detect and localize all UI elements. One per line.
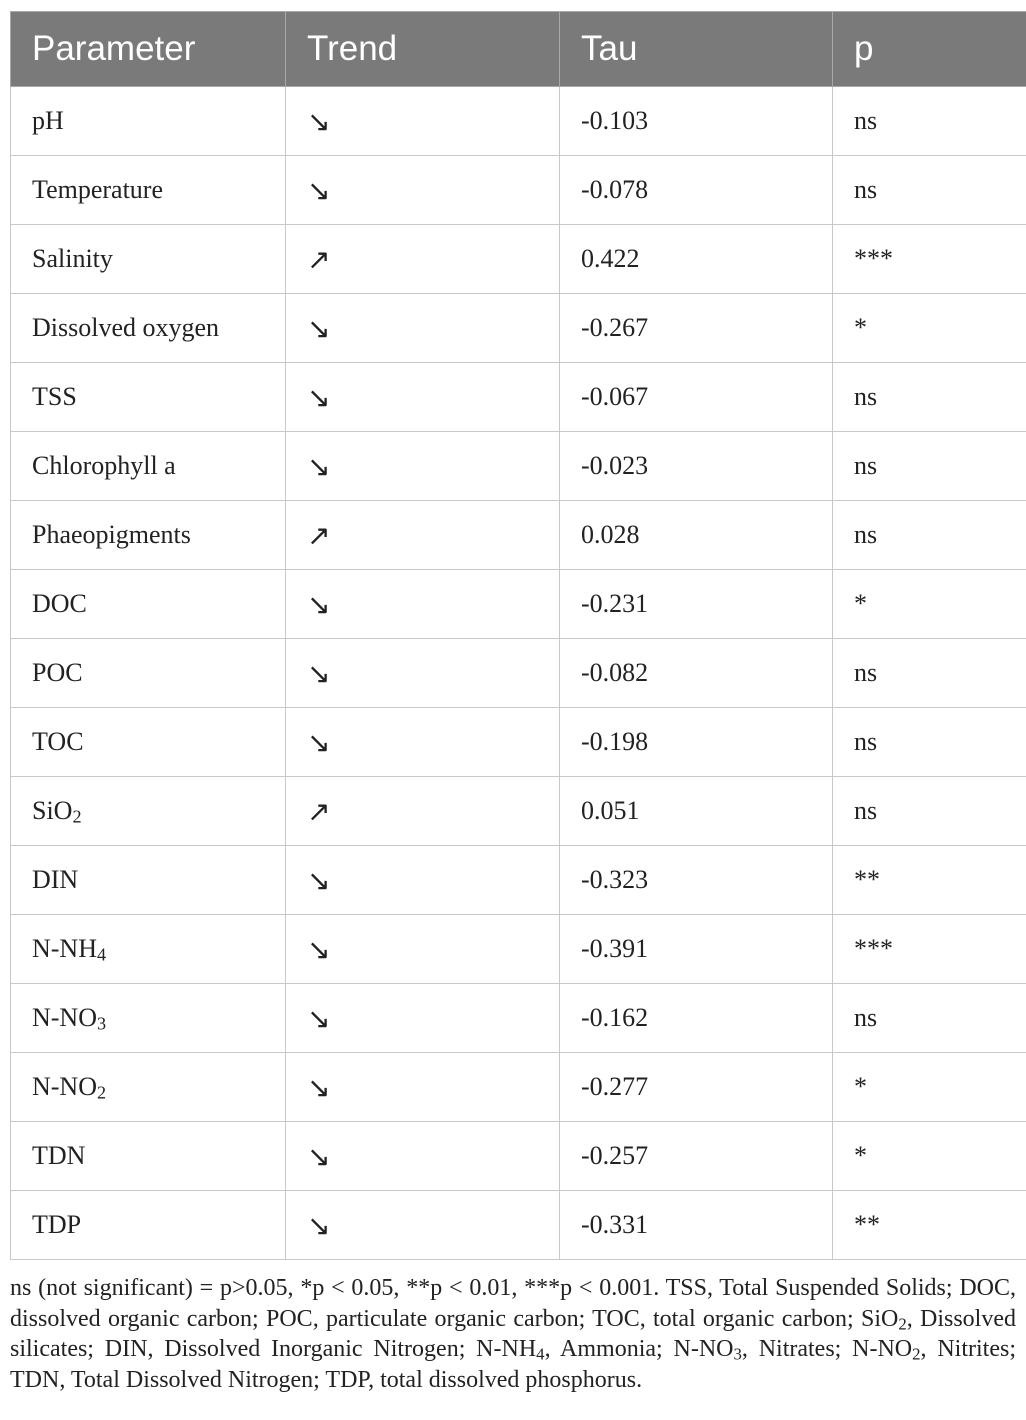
parameter-name: Dissolved oxygen: [32, 313, 220, 342]
cell-parameter: [11, 639, 286, 708]
trend-down-arrow-icon: ↘: [286, 1122, 560, 1191]
cell-parameter: [11, 1053, 286, 1122]
cell-p: **: [833, 846, 1026, 915]
parameter-name: N-NO: [32, 1003, 97, 1032]
parameter-name: Temperature: [32, 175, 163, 204]
cell-tau: 0.422: [560, 225, 833, 294]
cell-p: **: [833, 1191, 1026, 1260]
footnote-subscript: 2: [912, 1344, 921, 1364]
table-row: [11, 984, 1026, 1053]
table-row: [11, 363, 1026, 432]
parameter-name: Salinity: [32, 244, 113, 273]
table-row: [11, 156, 1026, 225]
cell-p: ns: [833, 501, 1026, 570]
cell-tau: -0.078: [560, 156, 833, 225]
cell-p: ns: [833, 984, 1026, 1053]
parameter-name: Phaeopigments: [32, 520, 191, 549]
table-row: [11, 846, 1026, 915]
parameter-name: SiO: [32, 796, 73, 825]
cell-tau: -0.103: [560, 87, 833, 156]
cell-tau: 0.028: [560, 501, 833, 570]
footnote-subscript: 4: [536, 1344, 545, 1364]
trend-down-arrow-icon: ↘: [286, 363, 560, 432]
cell-p: ns: [833, 363, 1026, 432]
trend-down-arrow-icon: ↘: [286, 156, 560, 225]
footnote-subscript: 3: [733, 1344, 742, 1364]
footnote-text: , Nitrites; TDN, Total Dissolved Nitrogen; TDP, total dissolved phosphorus.: [10, 1336, 1016, 1393]
cell-parameter: [11, 570, 286, 639]
parameter-name: N-NO: [32, 1072, 97, 1101]
parameter-name: pH: [32, 106, 64, 135]
cell-parameter: [11, 225, 286, 294]
footnote-text: , Ammonia; N-NO: [544, 1336, 734, 1362]
table-row: [11, 432, 1026, 501]
parameter-name: TSS: [32, 382, 77, 411]
table-row: [11, 225, 1026, 294]
table-row: [11, 915, 1026, 984]
table-row: [11, 1191, 1026, 1260]
trend-down-arrow-icon: ↘: [286, 846, 560, 915]
trend-down-arrow-icon: ↘: [286, 639, 560, 708]
cell-p: *: [833, 1053, 1026, 1122]
header-trend: Trend: [286, 12, 560, 87]
cell-parameter: [11, 87, 286, 156]
trend-down-arrow-icon: ↘: [286, 294, 560, 363]
cell-tau: -0.023: [560, 432, 833, 501]
table-row: [11, 639, 1026, 708]
cell-tau: -0.267: [560, 294, 833, 363]
header-tau: Tau: [560, 12, 833, 87]
cell-p: ns: [833, 708, 1026, 777]
cell-parameter: [11, 846, 286, 915]
header-p: p: [833, 12, 1026, 87]
cell-parameter: [11, 501, 286, 570]
cell-parameter: [11, 432, 286, 501]
parameter-name: DOC: [32, 589, 87, 618]
table-row: [11, 570, 1026, 639]
cell-parameter: [11, 708, 286, 777]
parameter-name: DIN: [32, 865, 79, 894]
trend-up-arrow-icon: ↗: [286, 501, 560, 570]
parameter-name: N-NH: [32, 934, 97, 963]
parameter-name: Chlorophyll a: [32, 451, 176, 480]
trend-down-arrow-icon: ↘: [286, 708, 560, 777]
cell-tau: -0.067: [560, 363, 833, 432]
cell-p: ns: [833, 156, 1026, 225]
cell-tau: -0.198: [560, 708, 833, 777]
cell-tau: -0.082: [560, 639, 833, 708]
parameter-subscript: 2: [72, 806, 82, 827]
header-row: [11, 12, 1026, 87]
cell-tau: -0.391: [560, 915, 833, 984]
cell-parameter: [11, 294, 286, 363]
trend-down-arrow-icon: ↘: [286, 915, 560, 984]
parameter-name: TDN: [32, 1141, 86, 1170]
trend-down-arrow-icon: ↘: [286, 87, 560, 156]
cell-tau: -0.257: [560, 1122, 833, 1191]
parameter-subscript: 4: [97, 944, 107, 965]
trend-table: [10, 11, 1026, 1260]
cell-parameter: [11, 1191, 286, 1260]
cell-tau: -0.331: [560, 1191, 833, 1260]
footnote-subscript: 2: [898, 1313, 907, 1333]
cell-tau: -0.231: [560, 570, 833, 639]
parameter-name: POC: [32, 658, 83, 687]
table-row: [11, 1122, 1026, 1191]
trend-up-arrow-icon: ↗: [286, 777, 560, 846]
trend-down-arrow-icon: ↘: [286, 432, 560, 501]
table-row: [11, 87, 1026, 156]
cell-p: ***: [833, 225, 1026, 294]
parameter-name: TOC: [32, 727, 84, 756]
footnote-text: , Nitrates; N-NO: [741, 1336, 913, 1362]
cell-parameter: [11, 915, 286, 984]
table-row: [11, 294, 1026, 363]
cell-p: ns: [833, 639, 1026, 708]
cell-p: ns: [833, 777, 1026, 846]
trend-up-arrow-icon: ↗: [286, 225, 560, 294]
cell-parameter: [11, 1122, 286, 1191]
cell-parameter: [11, 363, 286, 432]
cell-parameter: [11, 777, 286, 846]
cell-parameter: [11, 156, 286, 225]
footnote-text: ns (not significant) = p>0.05, *p < 0.05, **p < 0.01, ***p < 0.001. TSS, Total Suspended Solids; DOC, dissolved organic carbon; POC, particulate organic carbon; TOC, total organic carbon; SiO: [10, 1275, 1016, 1332]
parameter-subscript: 2: [97, 1082, 107, 1103]
cell-p: ns: [833, 87, 1026, 156]
cell-p: *: [833, 570, 1026, 639]
trend-down-arrow-icon: ↘: [286, 984, 560, 1053]
trend-down-arrow-icon: ↘: [286, 570, 560, 639]
cell-tau: -0.162: [560, 984, 833, 1053]
cell-tau: -0.277: [560, 1053, 833, 1122]
data-table-container: [10, 11, 1015, 1260]
trend-down-arrow-icon: ↘: [286, 1053, 560, 1122]
cell-p: ns: [833, 432, 1026, 501]
table-row: [11, 708, 1026, 777]
footnote-text: , Dissolved silicates; DIN, Dissolved Inorganic Nitrogen; N-NH: [10, 1305, 1016, 1362]
trend-down-arrow-icon: ↘: [286, 1191, 560, 1260]
table-body: [11, 87, 1026, 1260]
cell-p: *: [833, 1122, 1026, 1191]
table-row: [11, 1053, 1026, 1122]
cell-p: *: [833, 294, 1026, 363]
cell-parameter: [11, 984, 286, 1053]
table-row: [11, 777, 1026, 846]
table-footnote: [10, 1273, 1016, 1395]
cell-tau: 0.051: [560, 777, 833, 846]
parameter-name: TDP: [32, 1210, 82, 1239]
cell-tau: -0.323: [560, 846, 833, 915]
table-row: [11, 501, 1026, 570]
header-parameter: Parameter: [11, 12, 286, 87]
cell-p: ***: [833, 915, 1026, 984]
parameter-subscript: 3: [97, 1013, 107, 1034]
